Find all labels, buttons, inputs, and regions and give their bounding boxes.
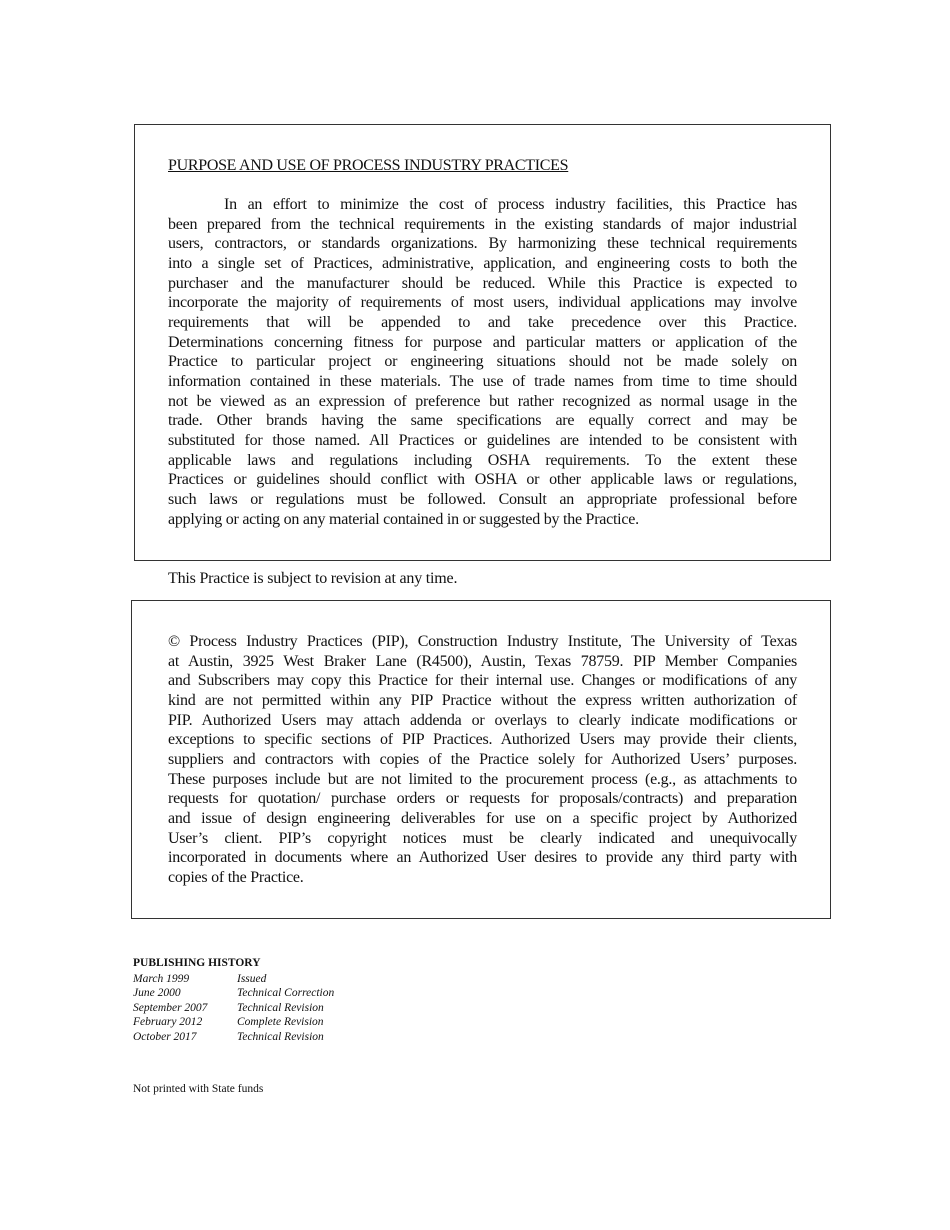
history-row [133, 1001, 334, 1015]
paragraph-line: incorporated in documents where an Authorized User desires to provide any third party with [168, 849, 797, 867]
paragraph-line: purchaser and the manufacturer should be reduced. While this Practice is expected to [168, 274, 797, 292]
paragraph-line: and issue of design engineering deliverables for use on a specific project by Authorized [168, 809, 797, 827]
history-date: September 2007 [133, 1001, 208, 1014]
paragraph-line: requirements that will be appended to and take precedence over this Practice. [168, 313, 797, 331]
paragraph-line: applicable laws and regulations including OSHA requirements. To the extent these [168, 451, 797, 469]
paragraph-line: substituted for those named. All Practices or guidelines are intended to be consistent with [168, 431, 797, 449]
paragraph-line: kind are not permitted within any PIP Practice without the express written authorization of [168, 691, 797, 709]
history-event: Technical Revision [237, 1001, 324, 1014]
paragraph-line: at Austin, 3925 West Braker Lane (R4500), Austin, Texas 78759. PIP Member Companies [168, 652, 797, 670]
paragraph-line: User’s client. PIP’s copyright notices must be clearly indicated and unequivocally [168, 829, 797, 847]
paragraph-line: Determinations concerning fitness for purpose and particular matters or application of the [168, 333, 797, 351]
copyright-paragraph [168, 632, 797, 888]
paragraph-line: PIP. Authorized Users may attach addenda or overlays to clearly indicate modifications or [168, 711, 797, 729]
paragraph-line: Practices or guidelines should conflict with OSHA or other applicable laws or regulations, [168, 471, 797, 489]
paragraph-line: applying or acting on any material contained in or suggested by the Practice. [168, 510, 639, 528]
paragraph-line: © Process Industry Practices (PIP), Construction Industry Institute, The University of Texas [168, 633, 797, 650]
paragraph-line: In an effort to minimize the cost of process industry facilities, this Practice has [224, 196, 797, 213]
history-date: June 2000 [133, 987, 181, 1000]
history-row [133, 1030, 334, 1044]
history-event: Technical Revision [237, 1030, 324, 1043]
paragraph-line: These purposes include but are not limited to the procurement process (e.g., as attachments to [168, 770, 797, 788]
paragraph-line: users, contractors, or standards organizations. By harmonizing these technical requirements [168, 235, 797, 253]
history-date: February 2012 [133, 1016, 203, 1029]
paragraph-line: not be viewed as an expression of preference but rather recognized as normal usage in the [168, 392, 797, 410]
paragraph-line: information contained in these materials. The use of trade names from time to time should [168, 372, 797, 390]
history-event: Issued [237, 973, 267, 985]
history-row [133, 986, 334, 1000]
paragraph-line: such laws or regulations must be followed. Consult an appropriate professional before [168, 490, 797, 508]
history-event: Complete Revision [237, 1016, 324, 1029]
publishing-history [133, 957, 334, 1044]
paragraph-line: Practice to particular project or engineering situations should not be made solely on [168, 353, 797, 371]
paragraph-line: suppliers and contractors with copies of the Practice solely for Authorized Users’ purposes. [168, 750, 797, 768]
paragraph-line: trade. Other brands having the same specifications are equally correct and may be [168, 412, 797, 430]
history-row [133, 972, 334, 986]
purpose-title: PURPOSE AND USE OF PROCESS INDUSTRY PRACTICES [168, 157, 569, 174]
paragraph-line: into a single set of Practices, administrative, application, and engineering costs to both the [168, 254, 797, 272]
footer-note: Not printed with State funds [133, 1083, 264, 1095]
paragraph-line: copies of the Practice. [168, 868, 304, 886]
history-date: October 2017 [133, 1030, 197, 1043]
publishing-history-heading: PUBLISHING HISTORY [133, 957, 261, 969]
paragraph-line: exceptions to specific sections of PIP Practices. Authorized Users may provide their clients, [168, 731, 797, 749]
purpose-paragraph [168, 195, 797, 529]
history-event: Technical Correction [237, 987, 335, 1000]
paragraph-line: incorporate the majority of requirements of most users, individual applications may involve [168, 294, 797, 312]
history-row [133, 1015, 334, 1029]
revision-note: This Practice is subject to revision at any time. [168, 570, 458, 587]
paragraph-line: and Subscribers may copy this Practice for their internal use. Changes or modifications of any [168, 672, 797, 690]
paragraph-line: been prepared from the technical requirements in the existing standards of major industrial [168, 215, 797, 233]
paragraph-line: requests for quotation/ purchase orders or requests for proposals/contracts) and preparation [168, 790, 797, 808]
history-date: March 1999 [133, 973, 190, 985]
